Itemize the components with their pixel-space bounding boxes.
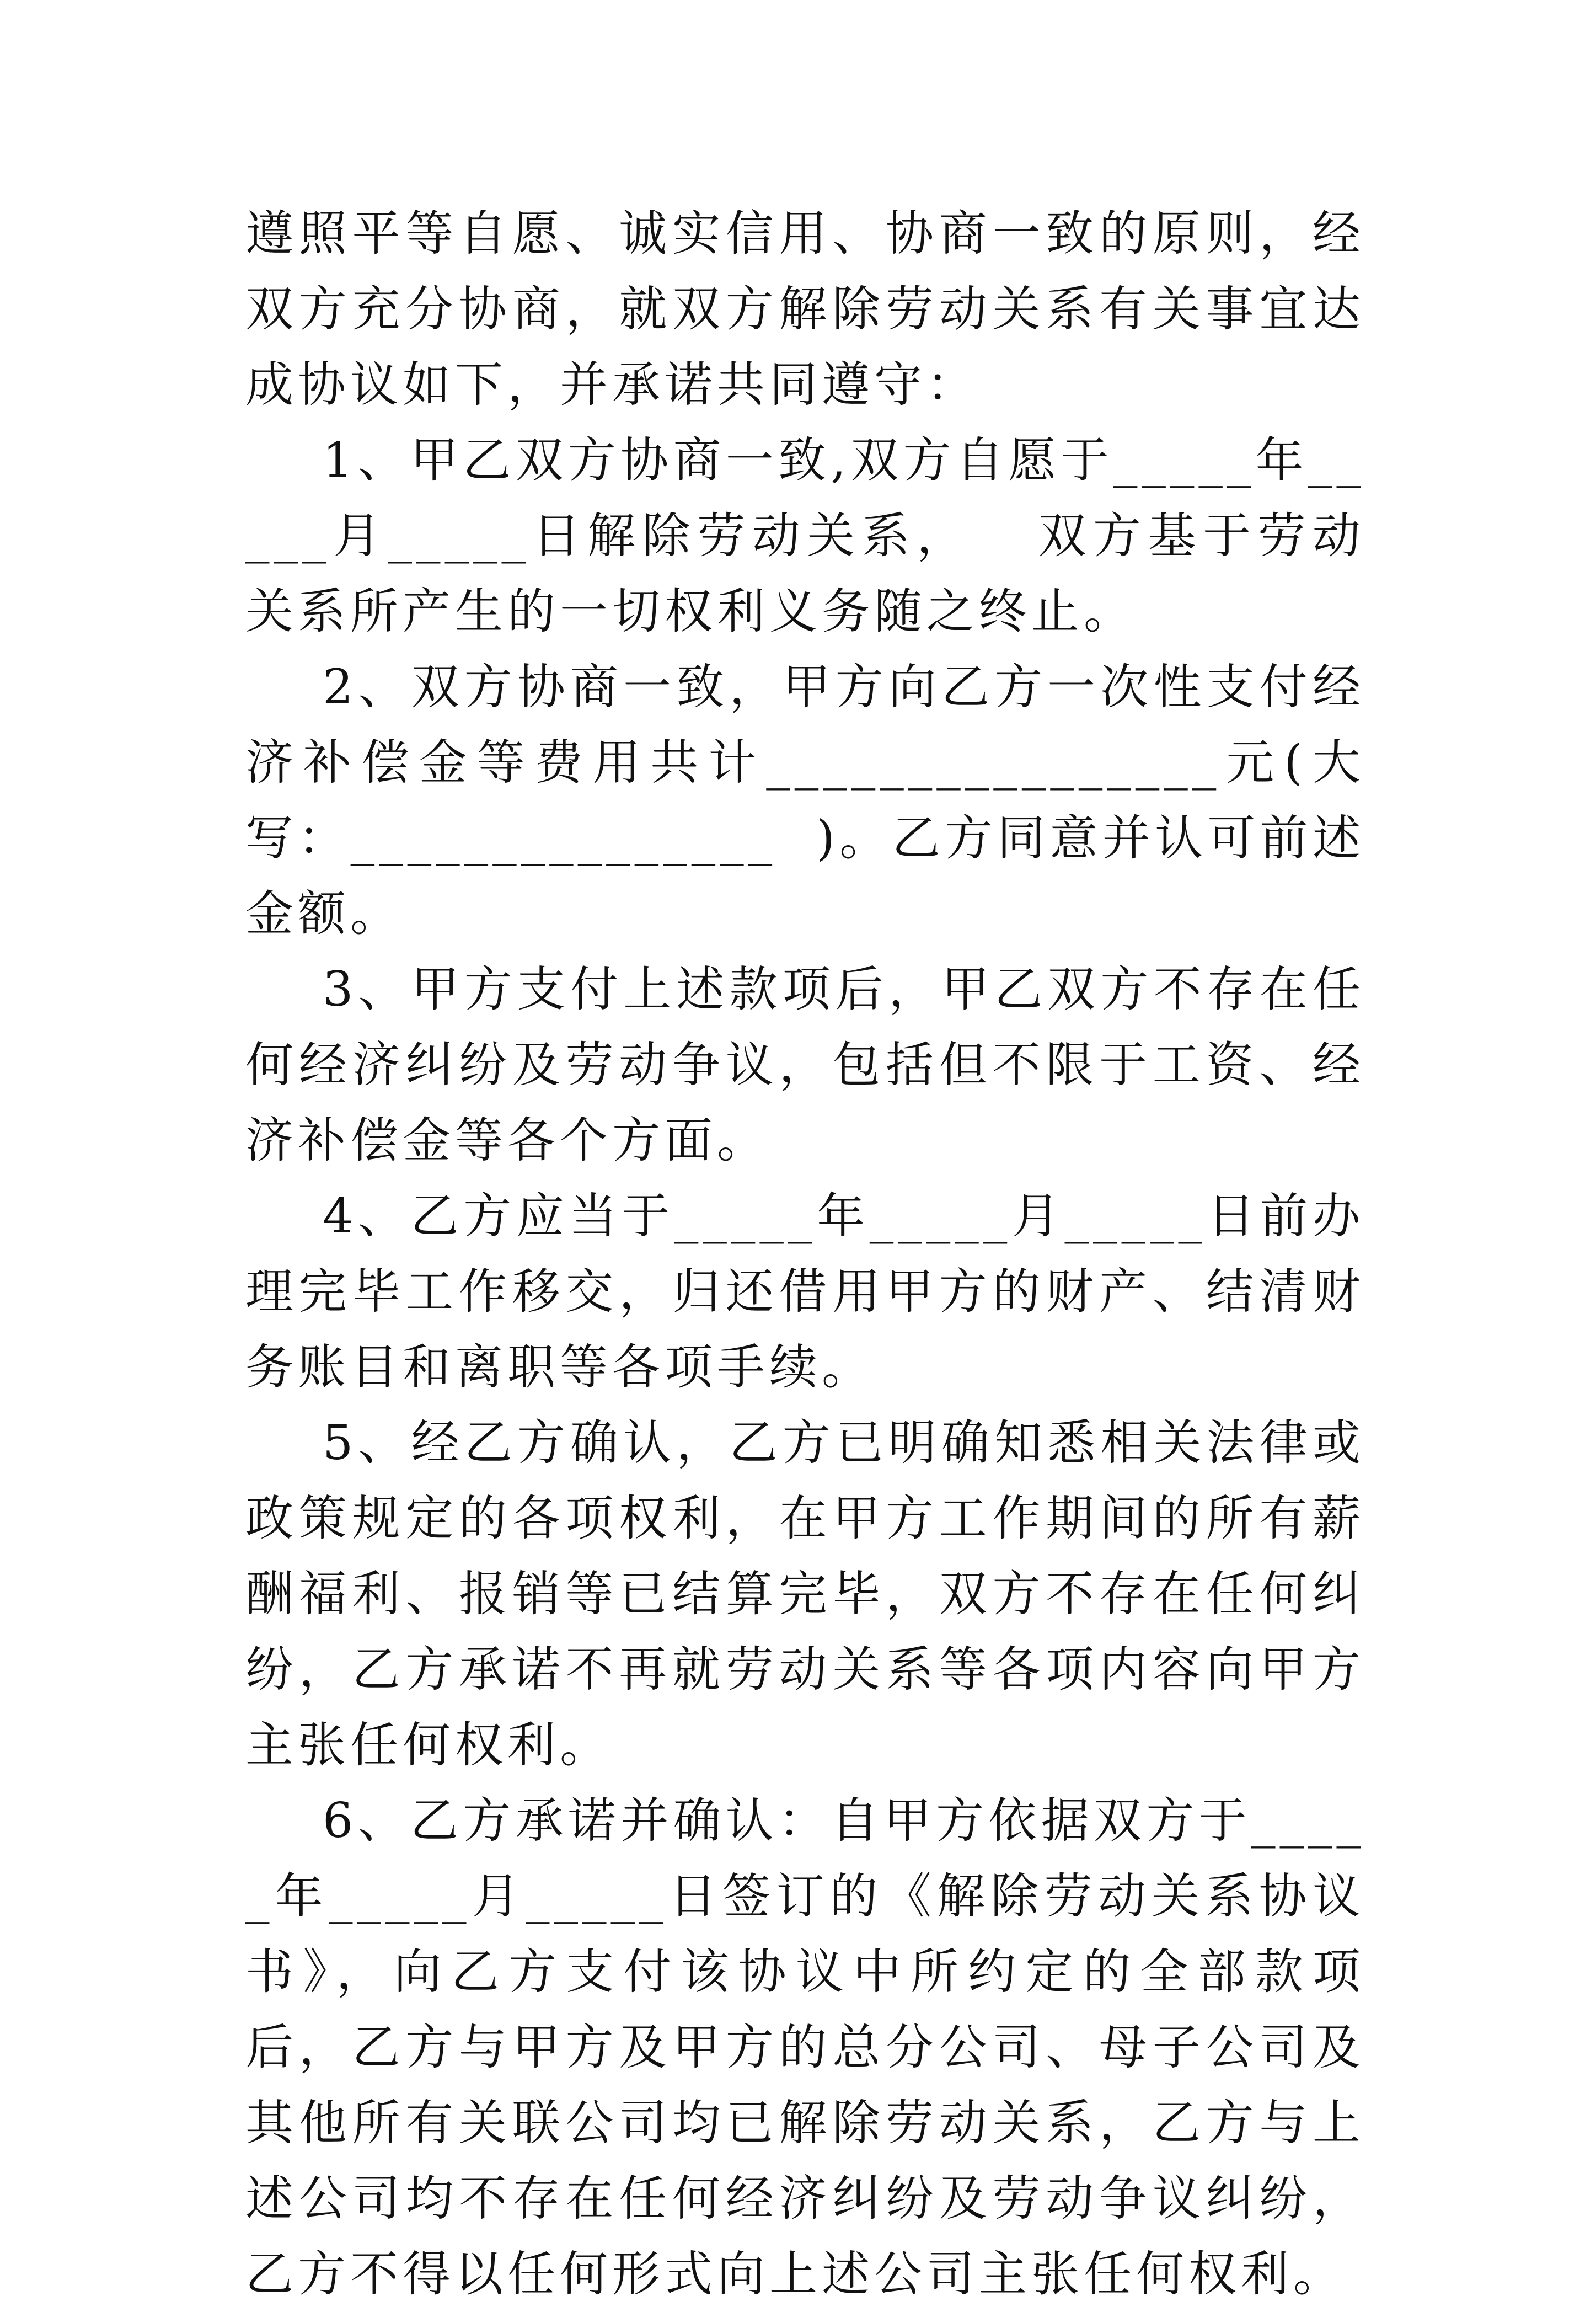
paragraph-clause-4: 4、乙方应当于_____年_____月_____日前办理完毕工作移交，归还借用甲方的财产、结清财务账目和离职等各项手续。 <box>245 1188 1365 1395</box>
paragraph-clause-1: 1、甲乙双方协商一致,双方自愿于_____年_____月_____日解除劳动关系， 双方基于劳动关系所产生的一切权利义务随之终止。 <box>245 432 1365 639</box>
paragraph-preamble: 遵照平等自愿、诚实信用、协商一致的原则，经双方充分协商，就双方解除劳动关系有关事宜达成协议如下，并承诺共同遵守： <box>245 205 1365 413</box>
paragraph-clause-2: 2、双方协商一致，甲方向乙方一次性支付经济补偿金等费用共计________________元(大写：_______________ )。乙方同意并认可前述金额。 <box>245 659 1365 942</box>
document-body <box>245 196 1365 2312</box>
paragraph-clause-3: 3、甲方支付上述款项后，甲乙双方不存在任何经济纠纷及劳动争议，包括但不限于工资、经济补偿金等各个方面。 <box>245 961 1365 1168</box>
paragraph-clause-6: 6、乙方承诺并确认：自甲方依据双方于_____年_____月_____日签订的《解除劳动关系协议书》，向乙方支付该协议中所约定的全部款项后，乙方与甲方及甲方的总分公司、母子公司及其他所有关联公司均已解除劳动关系，乙方与上述公司均不存在任何经济纠纷及劳动争议纠纷，乙方不得以任何形式向上述公司主张任何权利。 <box>245 1792 1365 2302</box>
paragraph-clause-5: 5、经乙方确认，乙方已明确知悉相关法律或政策规定的各项权利，在甲方工作期间的所有薪酬福利、报销等已结算完毕，双方不存在任何纠纷，乙方承诺不再就劳动关系等各项内容向甲方主张任何权利。 <box>245 1414 1365 1773</box>
